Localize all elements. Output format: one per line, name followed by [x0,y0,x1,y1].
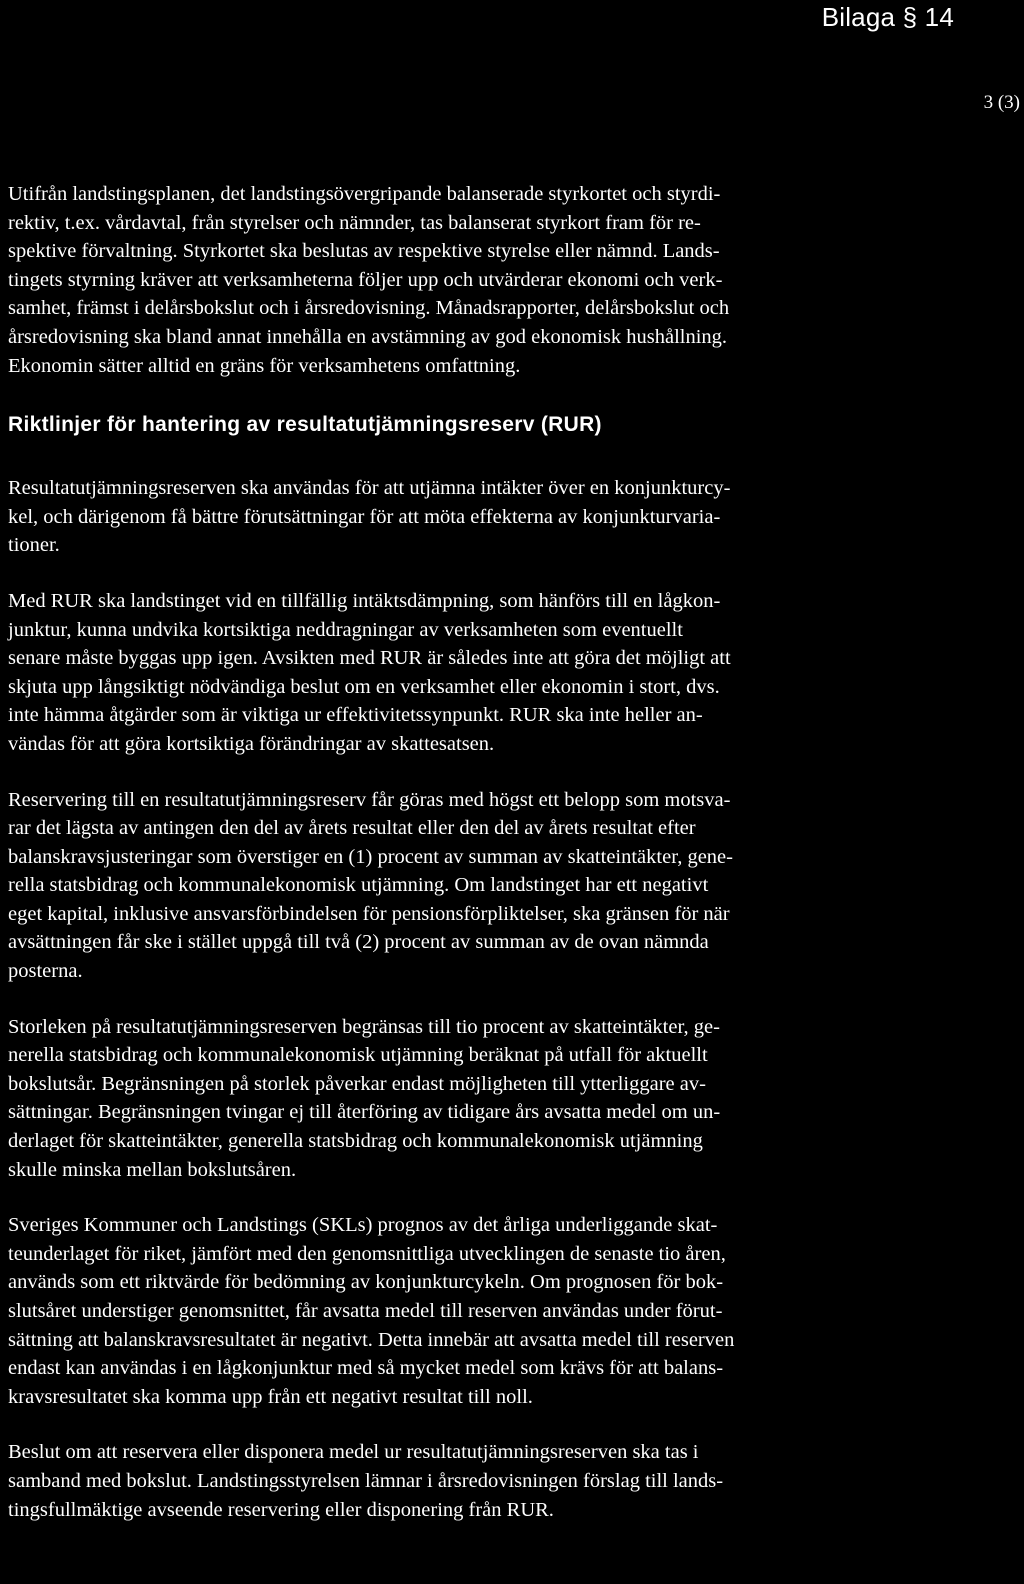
page-number: 3 (3) [983,92,1020,113]
paragraph-styrkort: Utifrån landstingsplanen, det landstingsövergripande balanserade styrkortet och styrdi- rektiv, t.ex. vårdavtal, från styrelser och nämnder, tas balanserat styrkort fram för re- spektive förvaltning. Styrkortet ska beslutas av respektive styrelse eller nämnd. Lands- tingets styrning kräver att verksamheterna följer upp och utvärderar ekonomi och verk- samhet, främst i delårsbokslut och i årsredovisning. Månadsrapporter, delårsbokslut och årsredovisning ska bland annat innehålla en avstämning av god ekonomisk hushållning. Ekonomin sätter alltid en gräns för verksamhetens omfattning. [8,183,730,377]
attachment-label: Bilaga § 14 [821,2,954,32]
paragraph-size-limit: Storleken på resultatutjämningsreserven begränsas till tio procent av skatteintäkter, ge- nerella statsbidrag och kommunalekonomisk utjämning beräknat på utfall för aktuellt bokslutsår. Begränsningen på storlek påverkar endast möjligheten till ytterliggare av- sättningar. Begränsningen tvingar ej till återföring av tidigare års avsatta medel om un- derlaget för skatteintäkter, generella statsbidrag och kommunalekonomisk utjämning skulle minska mellan bokslutsåren. [8,1015,721,1181]
paragraph-decision: Beslut om att reservera eller disponera medel ur resultatutjämningsreserven ska tas i samband med bokslut. Landstingsstyrelsen lämnar i årsredovisningen förslag till lands- tingsfullmäktige avseende reservering eller disponering från RUR. [8,1441,724,1521]
paragraph-intent: Med RUR ska landstinget vid en tillfällig intäktsdämpning, som hänförs till en lågkon- junktur, kunna undvika kortsiktiga neddragningar av verksamheten som eventuellt senare måste byggas upp igen. Avsikten med RUR är således inte att göra det möjligt att skjuta upp långsiktigt nödvändiga beslut om en verksamhet eller ekonomin i stort, dvs. inte hämma åtgärder som är viktiga ur effektivitetssynpunkt. RUR ska inte heller an- vändas för att göra kortsiktiga förändringar av skattesatsen. [8,589,731,755]
paragraph-skl-forecast: Sveriges Kommuner och Landstings (SKLs) prognos av det årliga underliggande skat- teunderlaget för riket, jämfört med den genomsnittliga utvecklingen de senaste tio åren, används som ett riktvärde för bedömning av konjunkturcykeln. Om prognosen för bok- slutsåret understiger genomsnittet, får avsatta medel till reserven användas under förut- sättning att balanskravsresultatet är negativt. Detta innebär att avsatta medel till reserven endast kan användas i en lågkonjunktur med så mycket medel som krävs för att balans- kravsresultatet ska komma upp från ett negativt resultat till noll. [8,1214,735,1408]
paragraph-reservation: Reservering till en resultatutjämningsreserv får göras med högst ett belopp som motsva- rar det lägsta av antingen den del av årets resultat eller den del av årets resultat efter balanskravsjusteringar som överstiger en (1) procent av summan av skatteintäkter, gene- rella statsbidrag och kommunalekonomisk utjämning. Om landstinget har ett negativt eget kapital, inklusive ansvarsförbindelsen för pensionsförpliktelser, ska gränsen för när avsättningen får ske i stället uppgå till två (2) procent av summan av de ovan nämnda posterna. [8,788,733,983]
document-body [8,180,938,1524]
paragraph-purpose: Resultatutjämningsreserven ska användas för att utjämna intäkter över en konjunkturcy- kel, och därigenom få bättre förutsättningar för att möta effekterna av konjunkturvaria- tioner. [8,477,731,557]
section-heading: Riktlinjer för hantering av resultatutjämningsreserv (RUR) [8,413,602,437]
